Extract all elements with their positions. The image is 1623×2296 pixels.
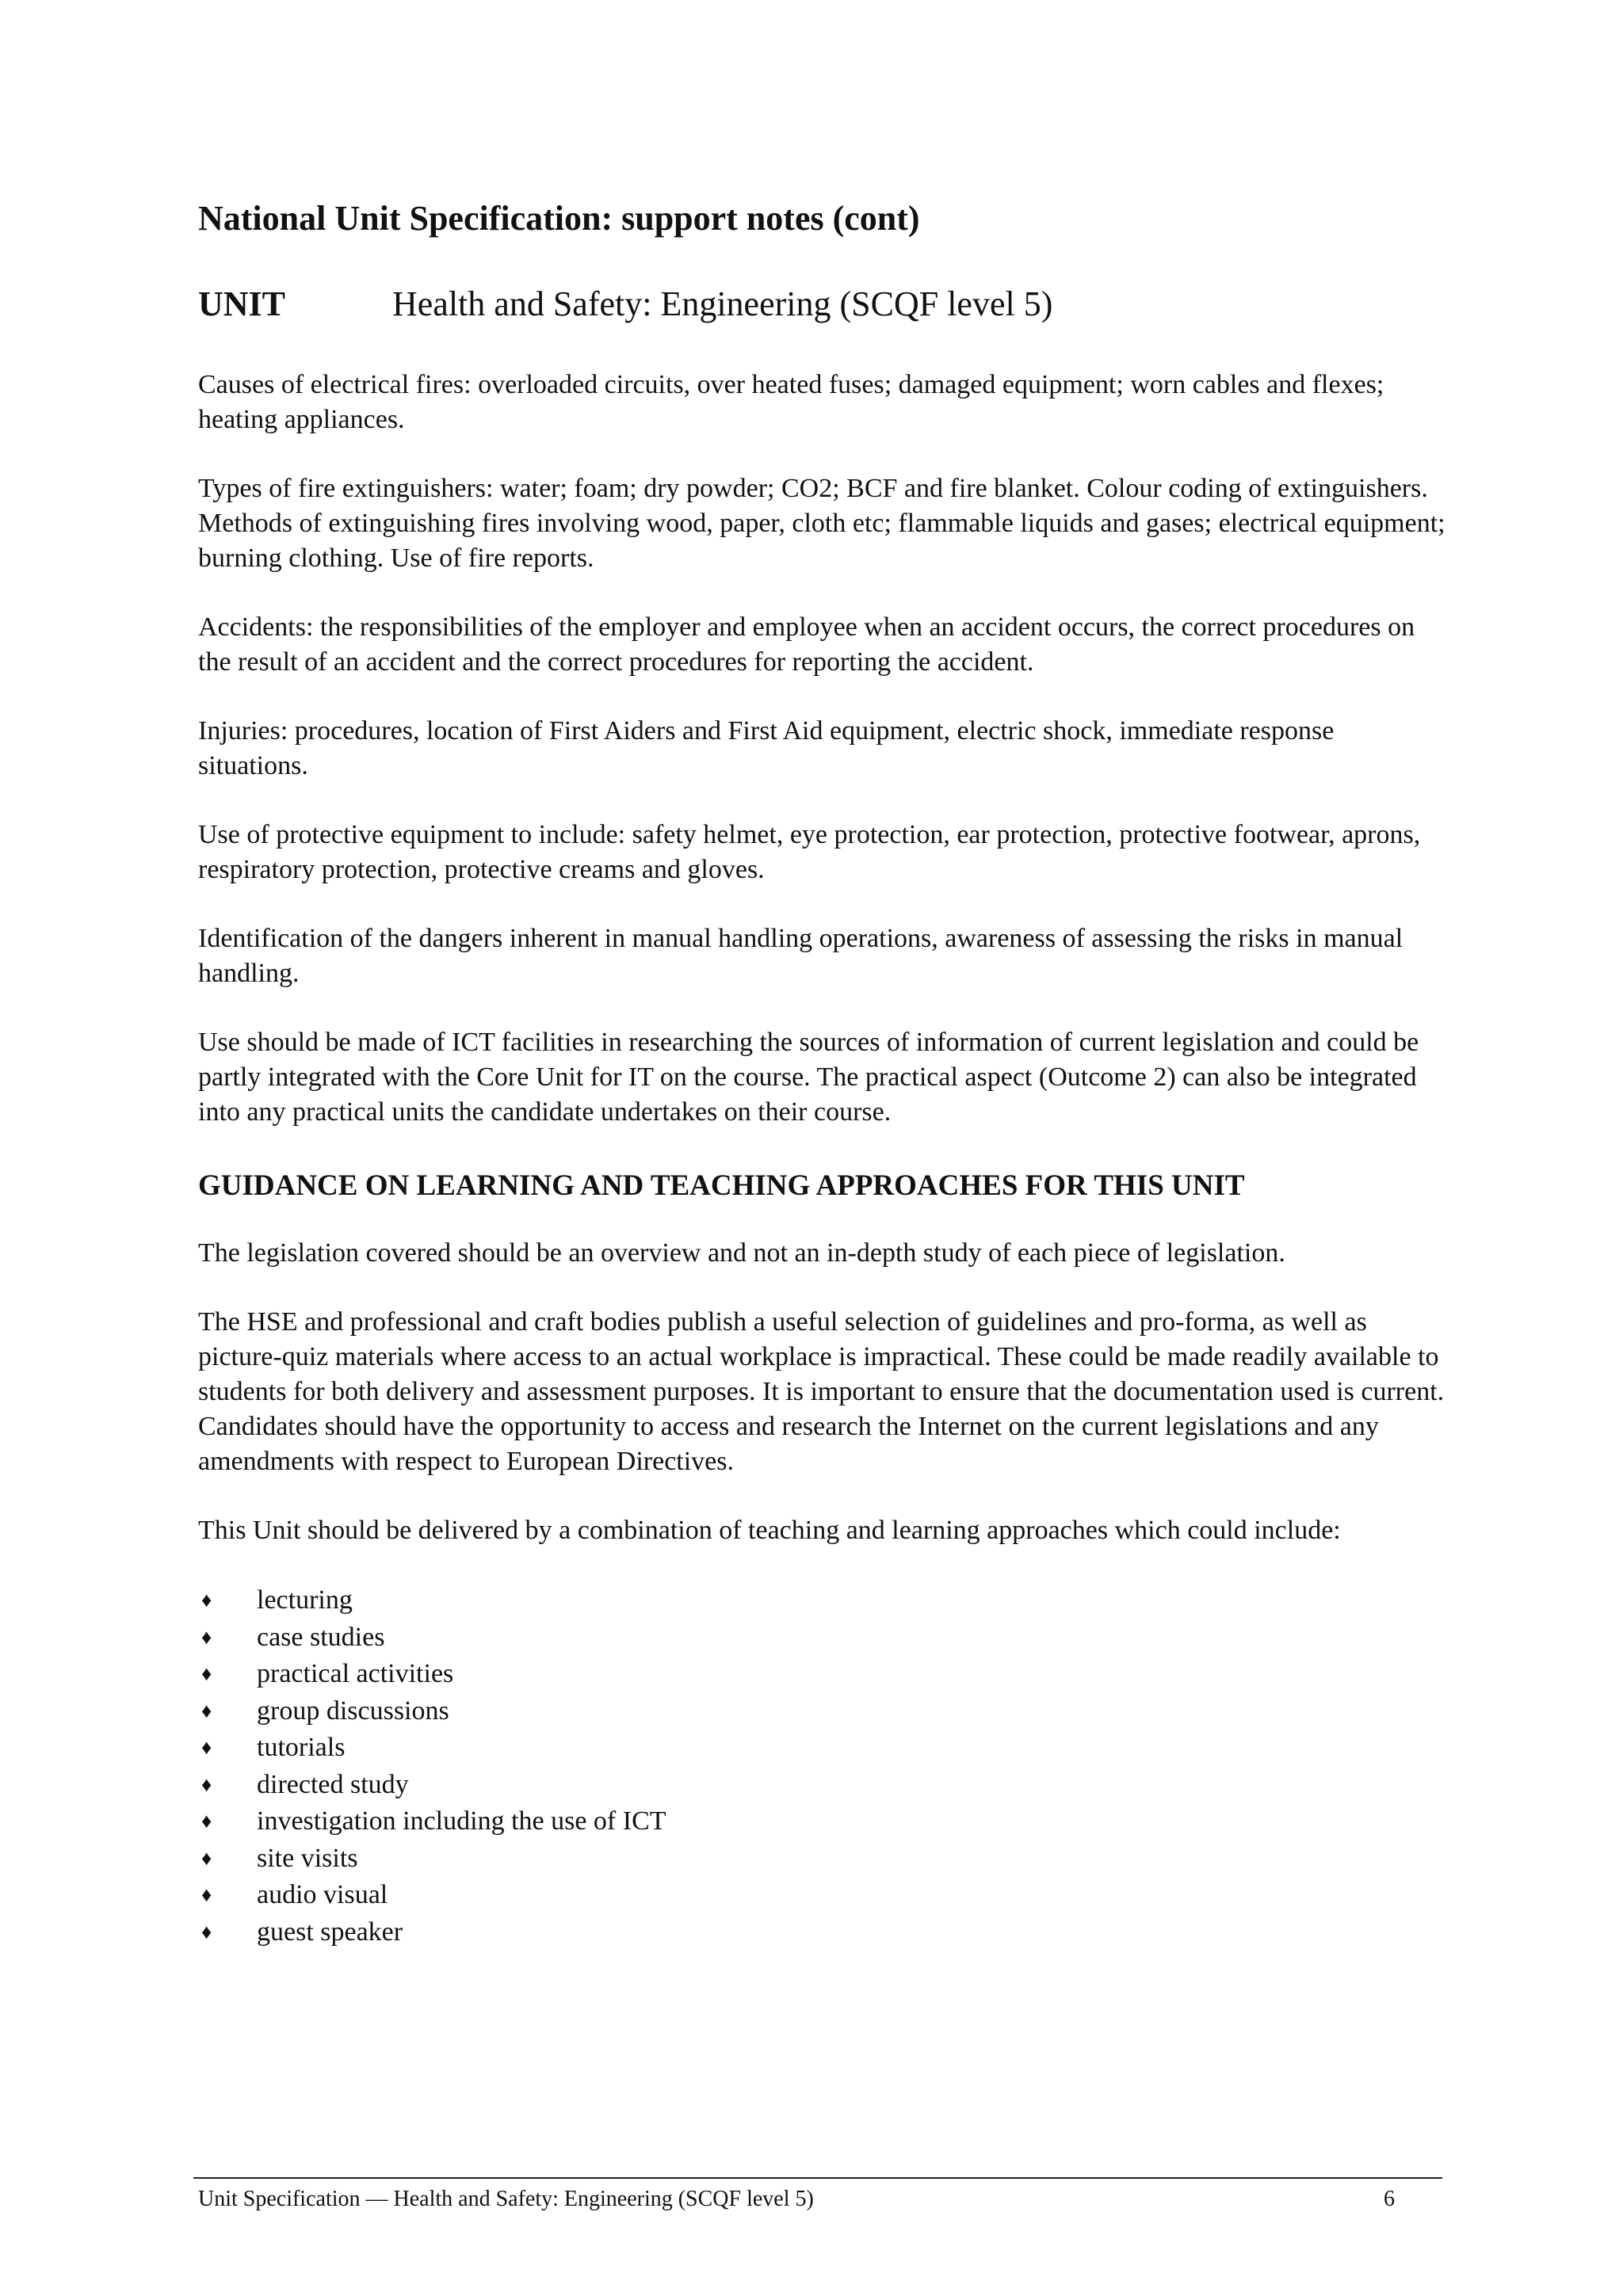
diamond-bullet-icon: ♦ [201, 1699, 212, 1722]
diamond-bullet-icon: ♦ [201, 1883, 212, 1906]
diamond-bullet-icon: ♦ [201, 1772, 212, 1796]
footer-text: Unit Specification — Health and Safety: Engineering (SCQF level 5) [198, 2187, 814, 2211]
paragraph-delivery-approaches: This Unit should be delivered by a combination of teaching and learning approaches which could include: [198, 1516, 1341, 1545]
list-item-text: tutorials [257, 1733, 346, 1762]
list-item [198, 1582, 1450, 1619]
diamond-bullet-icon: ♦ [201, 1662, 212, 1685]
diamond-bullet-icon: ♦ [201, 1736, 212, 1759]
list-item [198, 1656, 1450, 1693]
list-item [198, 1619, 1450, 1657]
unit-heading [198, 282, 1450, 326]
list-item-text: site visits [257, 1843, 358, 1873]
paragraph-protective-equipment: Use of protective equipment to include: safety helmet, eye protection, ear protection, protective footwear, aprons, respiratory protection, protective creams and gloves. [198, 820, 1421, 884]
paragraph-fire-extinguishers: Types of fire extinguishers: water; foam; dry powder; CO2; BCF and fire blanket. Colour coding of extinguishers. Methods of extinguishing fires involving wood, paper, cloth etc; flammable liquids and gases; electrical equipment; burning clothing. Use of fire reports. [198, 474, 1445, 573]
list-item [198, 1877, 1450, 1914]
list-item [198, 1730, 1450, 1767]
list-item-text: group discussions [257, 1695, 449, 1726]
unit-name: Health and Safety: Engineering (SCQF level 5) [392, 284, 1053, 323]
list-item-text: case studies [257, 1622, 385, 1652]
paragraph-electrical-fires: Causes of electrical fires: overloaded circuits, over heated fuses; damaged equipment; worn cables and flexes; heating appliances. [198, 370, 1384, 434]
paragraph-manual-handling: Identification of the dangers inherent in manual handling operations, awareness of assessing the risks in manual handling. [198, 924, 1403, 988]
list-item [198, 1693, 1450, 1730]
page-footer [198, 2185, 1395, 2214]
diamond-bullet-icon: ♦ [201, 1625, 212, 1649]
page-title: National Unit Specification: support notes (cont) [198, 199, 920, 238]
list-item-text: directed study [257, 1769, 409, 1799]
page-content [198, 196, 1450, 1951]
diamond-bullet-icon: ♦ [201, 1810, 212, 1833]
list-item-text: guest speaker [257, 1917, 403, 1947]
diamond-bullet-icon: ♦ [201, 1920, 212, 1943]
unit-label: UNIT [198, 284, 286, 323]
list-item [198, 1803, 1450, 1840]
list-item-text: audio visual [257, 1880, 388, 1909]
diamond-bullet-icon: ♦ [201, 1846, 212, 1870]
list-item-text: practical activities [257, 1659, 454, 1688]
list-item [198, 1840, 1450, 1878]
list-item-text: investigation including the use of ICT [257, 1806, 666, 1836]
approaches-list [198, 1582, 1450, 1951]
page-number: 6 [1384, 2187, 1395, 2211]
diamond-bullet-icon: ♦ [201, 1589, 212, 1611]
paragraph-injuries: Injuries: procedures, location of First Aiders and First Aid equipment, electric shock, immediate response situations. [198, 716, 1335, 780]
list-item [198, 1914, 1450, 1951]
list-item [198, 1767, 1450, 1804]
paragraph-ict-facilities: Use should be made of ICT facilities in researching the sources of information of current legislation and could be partly integrated with the Core Unit for IT on the course. The practical aspect (Outcome 2) can also be integrated into any practical units the candidate undertakes on their course. [198, 1028, 1419, 1127]
paragraph-hse-materials: The HSE and professional and craft bodies publish a useful selection of guidelines and pro-forma, as well as picture-quiz materials where access to an actual workplace is impractical. These could be made readily available to students for both delivery and assessment purposes. It is important to ensure that the documentation used is current. Candidates should have the opportunity to access and research the Internet on the current legislations and any amendments with respect to European Directives. [198, 1307, 1445, 1476]
paragraph-accidents: Accidents: the responsibilities of the employer and employee when an accident occurs, the correct procedures on the result of an accident and the correct procedures for reporting the accident. [198, 612, 1415, 677]
paragraph-legislation-overview: The legislation covered should be an overview and not an in-depth study of each piece of legislation. [198, 1238, 1285, 1268]
list-item-text: lecturing [257, 1585, 353, 1615]
guidance-heading: GUIDANCE ON LEARNING AND TEACHING APPROACHES FOR THIS UNIT [198, 1169, 1245, 1202]
footer-divider [193, 2177, 1442, 2179]
